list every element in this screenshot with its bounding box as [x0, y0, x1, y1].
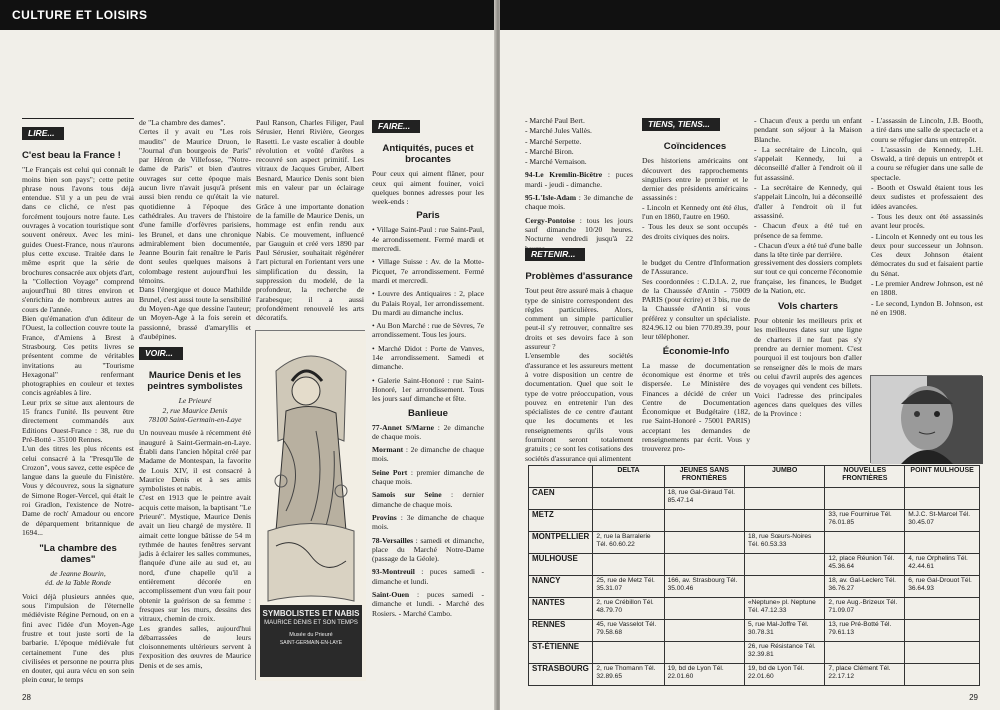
market-place: 94-Le Kremlin-Bicêtre	[525, 170, 603, 180]
table-cell	[825, 642, 905, 664]
coincidence-item: - Lincoln et Kennedy ont été élus, l'un en 1860, l'autre en 1960.	[642, 202, 748, 222]
coincidence-item: - Tous les deux se sont occupés des droits civiques des noirs.	[642, 222, 748, 241]
table-city-cell: METZ	[529, 510, 593, 532]
banlieue-place: 77-Annet S/Marne	[372, 422, 434, 432]
voir-tag: VOIR...	[139, 347, 183, 360]
table-cell	[664, 532, 744, 554]
table-cell: 6, rue Gal-Drouot Tél. 36.64.93	[905, 576, 980, 598]
table-cell	[744, 576, 824, 598]
retenir-body-2: le budget du Centre d'Information de l'Assurance. Ses coordonnées : C.D.I.A. 2, rue de la Chaussée d'Antin - 75009 PARIS (pour écrire) et 3 bis, rue de la Chaussée d'Antin si vous préférez y consulter un spécialiste. 824.96.12 ou bien 770.89.39, pour leur téléphoner.	[642, 258, 750, 342]
table-row	[529, 532, 980, 554]
page-number-left: 28	[22, 693, 31, 702]
vols-body: Pour obtenir les meilleurs prix et les meilleures dates sur une ligne de charters il ne faut pas s'y prendre au dernier moment. C'est pourquoi il est toujours bon d'aller se renseigner dès le mois de mars ou celui d'avril auprès des agences de voyages qui vendent ces billets. Voici l'adresse des principales agences dans quelques des villes de la Province :	[754, 316, 862, 419]
table-cell: 166, av. Strasbourg Tél. 35.00.46	[664, 576, 744, 598]
table-header-cell: POINT MULHOUSE	[905, 466, 980, 488]
table-cell: 2, rue Aug.-Brizeux Tél. 71.09.07	[825, 598, 905, 620]
coincidence-item: - Chacun d'eux a été tué d'une balle dans la tête tirée par derrière.	[754, 240, 862, 260]
market-place: 95-L'Isle-Adam	[525, 193, 577, 203]
lire-body: "Le Français est celui qui connaît le moins bien son pays"; cette petite phrase nous l'avons tous déjà entendue. S'il y a un peu de vrai dans ce cliché, ce n'est pas forcément toujours notre faute. Les ouvrages à vocation touristique sont souvent onéreux. Avec les mini-guides Ouest-France, nous n'aurons plus cette excuse. Traitée dans le même esprit que la série de brochures consacrée aux objets d'art, la "Collection Voyage" comprend aujourd'hui 80 titres environ et s'enrichira de nombreux autres au cours de l'année. Bien qu'émanation d'un éditeur de l'Ouest, la collection couvre toute la France, d'Amiens à Brest à Strasbourg. Ces petits livres se présentent comme de véritables invitations au "Tourisme Hexagonal" renfermant photographies en couleur et textes concis agréables à lire. Leur prix se situe aux alentours de 15 francs l'unité. Ils peuvent être directement commandés aux Editions Ouest-France : 38, rue du Pré-Botté - 35100 Rennes. L'un des titres les plus récents est celui consacré à la "Presqu'île de Crozon", vous savez, cette espèce de langue dans la gueule du Finistère. Vous y découvrez, sous la signature de Simone Roger-Vercel, qui était le roi Gradlon, l'existence de Notre-Dame de roch' Amadour ou encore de déparquement britannique de 1694...	[22, 165, 134, 537]
table-cell: 26, rue Résistance Tél. 32.39.81	[744, 642, 824, 664]
paris-title: Paris	[416, 210, 440, 222]
table-cell	[593, 510, 664, 532]
coincidence-item: - La secrétaire de Kennedy, qui s'appelait Lincoln, lui a déconseillé d'aller à l'endroit où il fut assassiné.	[754, 183, 862, 220]
faire-intro: Pour ceux qui aiment flâner, pour ceux qui aiment fouiner, voici quelques bonnes adresses pour les week-ends :	[372, 169, 484, 207]
coincidence-item: - Le premier Andrew Johnson, est né en 1808.	[871, 279, 983, 298]
column-nabis	[256, 118, 364, 328]
retenir-body: Tout peut être assuré mais à chaque type de sinistre correspondent des règles particulières. Alors, comment un simple particulier peut-il s'y retrouver, connaître ses droits et ses devoirs face à son assureur ? L'ensemble des sociétés d'assurance et les assureurs mettent à votre disposition un centre de documentation. Quel que soit le type de votre préoccupation, vous pouvez en entretenir l'un des spécialistes de ce centre d'autant que les documents et les renseignements qu'ils vous fourniront seront totalement gratuits ; ce sont les cotisations des sociétés d'assurance qui alimentent	[525, 286, 633, 463]
paris-list-item: • Marché Didot : Porte de Vanves, 14e arrondissement. Samedi et dimanche.	[372, 343, 484, 372]
poster-museum: Musée du Prieuré	[289, 632, 333, 638]
table-header-cell: JUMBO	[744, 466, 824, 488]
table-cell: 18, av. Gal-Leclerc Tél. 36.76.27	[825, 576, 905, 598]
column-retenir-2	[642, 258, 750, 458]
vols-title: Vols charters	[777, 301, 839, 313]
eco-title: Économie-Info	[662, 345, 730, 357]
banlieue-title: Banlieue	[408, 407, 448, 419]
table-cell	[905, 598, 980, 620]
poster-city: SAINT-GERMAIN-EN-LAYE	[279, 640, 343, 646]
coincidence-item: - Chacun d'eux a perdu un enfant pendant son séjour à la Maison Blanche.	[754, 116, 862, 144]
market-place: Cergy-Pontoise	[525, 215, 575, 225]
table-city-cell: RENNES	[529, 620, 593, 642]
table-cell: 33, rue Fournirue Tél. 76.01.85	[825, 510, 905, 532]
paris-list	[372, 225, 484, 403]
banlieue-place: Saint-Ouen	[372, 589, 410, 599]
table-row	[529, 510, 980, 532]
table-city-cell: ST-ÉTIENNE	[529, 642, 593, 664]
banlieue-list-item	[372, 490, 484, 509]
voir-city: 78100 Saint-Germain-en-Laye	[148, 415, 242, 425]
banlieue-list-item	[372, 468, 484, 487]
banlieue-detail: : 2e dimanche de chaque mois.	[372, 445, 484, 464]
voir-title: Maurice Denis et les peintres symbolistes	[147, 370, 243, 393]
table-header-cell: DELTA	[593, 466, 664, 488]
table-cell: 5, rue Mal-Joffre Tél. 30.78.31	[744, 620, 824, 642]
table-cell: M.J.C. St-Marcel Tél. 30.45.07	[905, 510, 980, 532]
coincidence-item: - L'assassin de Kennedy, L.H. Oswald, a tiré depuis un entrepôt et a couru se réfugier dans une salle de spectacle.	[871, 144, 983, 182]
table-cell	[593, 642, 664, 664]
market-detail: : 3e dimanche de chaque mois.	[525, 193, 633, 212]
tiens-title: Coïncidences	[663, 141, 727, 153]
table-row	[529, 664, 980, 686]
eco-body: La masse de documentation économique est énorme et très dispersée. Le Ministère des Finances a décidé de créer un Centre de Documentation Économique et Budgétaire (182, rue Saint-Honoré - 75001 PARIS) acceptant les demandes de renseignements par écrit. Vous y trouverez pro-	[642, 360, 750, 454]
book-title: "La chambre des dames"	[39, 543, 117, 566]
section-header: CULTURE ET LOISIRS	[0, 0, 496, 30]
banlieue-detail: : dernier dimanche de chaque mois.	[372, 490, 484, 509]
lire-title: C'est beau la France !	[22, 150, 121, 162]
tiens-list-a	[642, 203, 748, 241]
tiens-tag: TIENS, TIENS...	[642, 118, 720, 131]
book-publisher: éd. de la Table Ronde	[45, 578, 111, 588]
table-cell: 12, place Réunion Tél. 45.36.64	[825, 554, 905, 576]
coincidence-item: - Tous les deux ont été assassinés avant leur procès.	[871, 211, 983, 231]
left-page	[0, 0, 496, 710]
market-detail: : tous les jours sauf dimanche 10/20 heures. Nocturne vendredi jusqu'à 22	[525, 215, 633, 244]
markets2-list	[525, 170, 633, 252]
table-header-cell: NOUVELLES FRONTIÈRES	[825, 466, 905, 488]
exhibition-poster	[255, 330, 365, 680]
coincidence-item: - Le second, Lyndon B. Johnson, est né en 1908.	[871, 298, 983, 317]
column-voir	[139, 118, 251, 698]
banlieue-detail: : puces samedi - dimanche et lundi. - Marché des Rosiers. - Marché Cambo.	[372, 589, 484, 618]
table-row	[529, 620, 980, 642]
table-city-cell: STRASBOURG	[529, 664, 593, 686]
banlieue-place: Seine Port	[372, 467, 408, 477]
table-header-cell: JEUNES SANS FRONTIÈRES	[664, 466, 744, 488]
table-cell	[744, 510, 824, 532]
table-city-cell: NANTES	[529, 598, 593, 620]
paris-list-item: • Village Saint-Paul : rue Saint-Paul, 4e arrondissement. Fermé mardi et mercredi.	[372, 225, 484, 254]
table-cell: 19, bd de Lyon Tél. 22.01.60	[664, 664, 744, 686]
market-item: - Marché Paul Bert.	[525, 116, 585, 125]
coincidence-item: - L'assassin de Lincoln, J.B. Booth, a tiré dans une salle de spectacle et a couru se réfugier dans un entrepôt.	[871, 116, 983, 144]
table-row	[529, 598, 980, 620]
table-city-cell: MONTPELLIER	[529, 532, 593, 554]
table-cell	[905, 642, 980, 664]
table-cell	[905, 532, 980, 554]
banlieue-list-item	[372, 423, 484, 442]
section-header-band	[500, 0, 1000, 30]
table-cell: 25, rue de Metz Tél. 35.31.07	[593, 576, 664, 598]
coincidence-item: - La secrétaire de Lincoln, qui s'appelait Kennedy, lui a déconseillé d'aller à l'endroit où il fut assassiné.	[754, 144, 862, 182]
table-cell	[825, 488, 905, 510]
voir-address: 2, rue Maurice Denis	[162, 405, 228, 415]
market-item: - Marché Jules Vallès.	[525, 126, 592, 136]
table-cell	[744, 488, 824, 510]
banlieue-list-item	[372, 590, 484, 618]
paris-list-item: • Louvre des Antiquaires : 2, place du Palais Royal, 1er arrondissement. Du mardi au dimanche inclus.	[372, 289, 484, 317]
johnson-portrait	[870, 375, 982, 463]
market-place-item	[525, 170, 633, 189]
table-row	[529, 576, 980, 598]
banlieue-list-item	[372, 536, 484, 564]
column-retenir-3	[754, 258, 862, 458]
banlieue-list	[372, 423, 484, 618]
column-tiens-2	[754, 116, 862, 260]
table-cell	[664, 620, 744, 642]
market-item: - Marché Vernaison.	[525, 157, 587, 167]
voir-venue: Le Prieuré	[178, 396, 212, 406]
table-cell	[905, 488, 980, 510]
eco-body-2: gressivement des dossiers complets sur tout ce qui concerne l'économie française, les finances, le Budget de la Nation, etc.	[754, 258, 862, 295]
table-cell: 18, rue Sœurs-Noires Tél. 60.53.33	[744, 532, 824, 554]
charter-agencies-table	[528, 465, 980, 686]
table-cell	[593, 488, 664, 510]
table-cell	[664, 642, 744, 664]
book-author: de Jeanne Bourin,	[50, 569, 106, 579]
column-faire	[372, 118, 484, 698]
faire-title: Antiquités, puces et brocantes	[382, 143, 474, 166]
table-cell	[825, 532, 905, 554]
tiens-intro: Des historiens américains ont découvert des rapprochements singuliers entre le premier et le dernier des présidents américains assassinés :	[642, 156, 748, 203]
table-cell: «Neptune» pl. Neptune Tél. 47.12.33	[744, 598, 824, 620]
banlieue-detail: : premier dimanche de chaque mois.	[372, 467, 484, 487]
coincidence-item: - Chacun d'eux a été tué en présence de sa femme.	[754, 221, 862, 240]
table-cell	[905, 620, 980, 642]
table-cell: 2, rue la Barralerie Tél. 60.60.22	[593, 532, 664, 554]
banlieue-place: Provins	[372, 512, 397, 522]
table-cell: 45, rue Vasselot Tél. 79.58.68	[593, 620, 664, 642]
book-body-continued: de "La chambre des dames". Certes il y avait eu "Les rois maudits" de Maurice Druon, le "Journal d'un bourgeois de Paris" par Héron de Villefosse, "Notre-dame de Paris" et bien d'autres ouvrages sur cette époque mais aucun livre n'avait jusqu'à présent aussi bien rendu ce qu'était la vie quotidienne à l'époque des cathédrales. Au travers de l'histoire d'une famille d'orfèvres parisiens, les Brunel, et dans une chronique admirablement bien documentée, Jeanne Bourin fait renaître le Paris dont seules quelques maisons à colombage restent aujourd'hui les témoins. Dans l'énergique et douce Mathilde Brunel, c'est aussi toute la sensibilité du Moyen-Age que dessine l'auteur; un Moyen-Age à la fois serein et passionné, brassé d'amaryllis et d'aubépines.	[139, 118, 251, 341]
faire-tag: FAIRE...	[372, 120, 420, 133]
table-cell	[593, 554, 664, 576]
page-number-right: 29	[969, 693, 978, 702]
table-cell: 2, rue Crébillon Tél. 48.79.70	[593, 598, 664, 620]
column-lire	[22, 118, 134, 698]
table-cell: 13, rue Pré-Botté Tél. 79.61.13	[825, 620, 905, 642]
banlieue-detail: : 2e dimanche de chaque mois.	[372, 422, 484, 441]
banlieue-detail: : samedi et dimanche, place du Marché Notre-Dame (passage de la Géole).	[372, 535, 484, 564]
tiens-list-c	[871, 116, 983, 317]
poster-subtitle: MAURICE DENIS ET SON TEMPS	[264, 620, 358, 626]
table-cell: 7, place Clément Tél. 22.17.12	[825, 664, 905, 686]
banlieue-list-item	[372, 445, 484, 464]
table-cell: 18, rue Gal-Giraud Tél. 85.47.14	[664, 488, 744, 510]
table-row	[529, 554, 980, 576]
table-cell	[664, 510, 744, 532]
table-cell: 19, bd de Lyon Tél. 22.01.60	[744, 664, 824, 686]
table-cell: 2, rue Thomann Tél. 32.89.65	[593, 664, 664, 686]
tiens-list-b	[754, 116, 862, 259]
column-rule	[22, 118, 134, 119]
banlieue-list-item	[372, 513, 484, 532]
paris-list-item: • Au Bon Marché : rue de Sèvres, 7e arrondissement. Tous les jours.	[372, 321, 484, 340]
table-row	[529, 488, 980, 510]
banlieue-place: Samois sur Seine	[372, 490, 442, 500]
table-cell	[905, 664, 980, 686]
banlieue-detail: : puces samedi - dimanche et lundi.	[372, 567, 484, 586]
banlieue-place: Mormant	[372, 445, 404, 455]
markets-list	[525, 116, 633, 166]
retenir-tag: RETENIR...	[525, 248, 585, 261]
table-header-row	[529, 466, 980, 488]
market-place-item	[525, 193, 633, 212]
market-item: - Marché Biron.	[525, 146, 574, 156]
table-cell	[664, 598, 744, 620]
table-city-cell: CAEN	[529, 488, 593, 510]
coincidence-item: - Lincoln et Kennedy ont eu tous les deux pour successeur un Johnson. Ces deux Johnson étaient démocrates du sud et faisaient partie du Sénat.	[871, 231, 983, 278]
table-city-cell: MULHOUSE	[529, 554, 593, 576]
table-cell	[664, 554, 744, 576]
market-detail: : puces mardi - jeudi - dimanche.	[525, 170, 633, 189]
table-cell	[744, 554, 824, 576]
banlieue-place: 78-Versailles	[372, 535, 414, 545]
book-body: Voici déjà plusieurs années que, sous l'impulsion de l'éternelle médiéviste Régine Pernoud, on en a fini avec l'idée d'un Moyen-Age frustre et tout juste sorti de la barbarie. L'époque médiévale fut certainement l'une des plus civilisées et personne ne pourra plus en douter, qui aura vécu en son sein plein cœur, le temps	[22, 591, 134, 685]
paris-list-item: • Village Suisse : Av. de la Motte-Picquet, 7e arrondissement. Fermé mardi et mercredi.	[372, 257, 484, 285]
portrait-image	[871, 376, 983, 464]
lire-tag: LIRE...	[22, 127, 64, 140]
banlieue-place: 93-Montreuil	[372, 567, 415, 577]
voir-body: Un nouveau musée à récemment été inauguré à Saint-Germain-en-Laye. Établi dans l'ancien hôpital créé par Madame de Montespan, la favorite de Louis XIV, il est consacré à Maurice Denis et à ses amis symbolistes et nabis. C'est en 1913 que le peintre avait acquis cette maison, la baptisant "Le Prieuré". Mystique, Maurice Denis avait un lieu chargé de mystère. Il aimait cette longue bâtisse de 54 m rythmée de hautes fenêtres servant jadis à éclairer les salles communes, flanquée d'une aile au sud et, au nord, d'une chapelle qu'il a entièrement décorée en accomplissement d'un vœu fait pour obtenir la guérison de sa femme : fresques sur les murs, dessins des vitraux, chemin de croix. Les grandes salles, aujourd'hui débarrassées de leurs cloisonnements ultérieurs servent à l'exposition des œuvres de Maurice Denis et de ses amis,	[139, 428, 251, 670]
table-header-cell	[529, 466, 593, 488]
banlieue-detail: : 3e dimanche de chaque mois.	[372, 512, 484, 532]
retenir-title: Problèmes d'assurance	[525, 271, 633, 283]
column-tiens	[642, 116, 748, 246]
nabis-body: Paul Ranson, Charles Filiger, Paul Sérusier, Henri Rivière, Georges Rasetti. Le vaste escalier à double révolution et voûté d'arêtes a recouvré son aspect primitif. Les vitraux de Jacques Gruber, Albert Besnard, Maurice Denis sont bien mis en valeur par un éclairage naturel. Grâce à une importante donation de la famille de Maurice Denis, un hommage est enfin rendu aux Nabis. Ce mouvement, influencé par Gauguin et créé vers 1890 par Paul Sérusier, souhaitait régénérer l'art pictural en l'orientant vers une simplification du dessin, la suppression du modelé, de la profondeur, la recherche de l'arabesque; il a aussi profondément renouvelé les arts décoratifs.	[256, 118, 364, 323]
paris-list-item: • Galerie Saint-Honoré : rue Saint-Honoré, 1er arrondissement. Tous les jours sauf dimanche et fête.	[372, 375, 484, 404]
column-tiens-3	[871, 116, 983, 366]
market-item: - Marché Serpette.	[525, 136, 582, 146]
coincidence-item: - Booth et Oswald étaient tous les deux sudistes et professaient des idées avancées.	[871, 183, 983, 211]
banlieue-list-item	[372, 567, 484, 586]
table-row	[529, 642, 980, 664]
column-markets	[525, 116, 633, 246]
table-city-cell: NANCY	[529, 576, 593, 598]
column-retenir	[525, 246, 633, 463]
poster-title: SYMBOLISTES ET NABIS	[262, 609, 360, 618]
table-cell: 4, rue Orphelins Tél. 42.44.61	[905, 554, 980, 576]
